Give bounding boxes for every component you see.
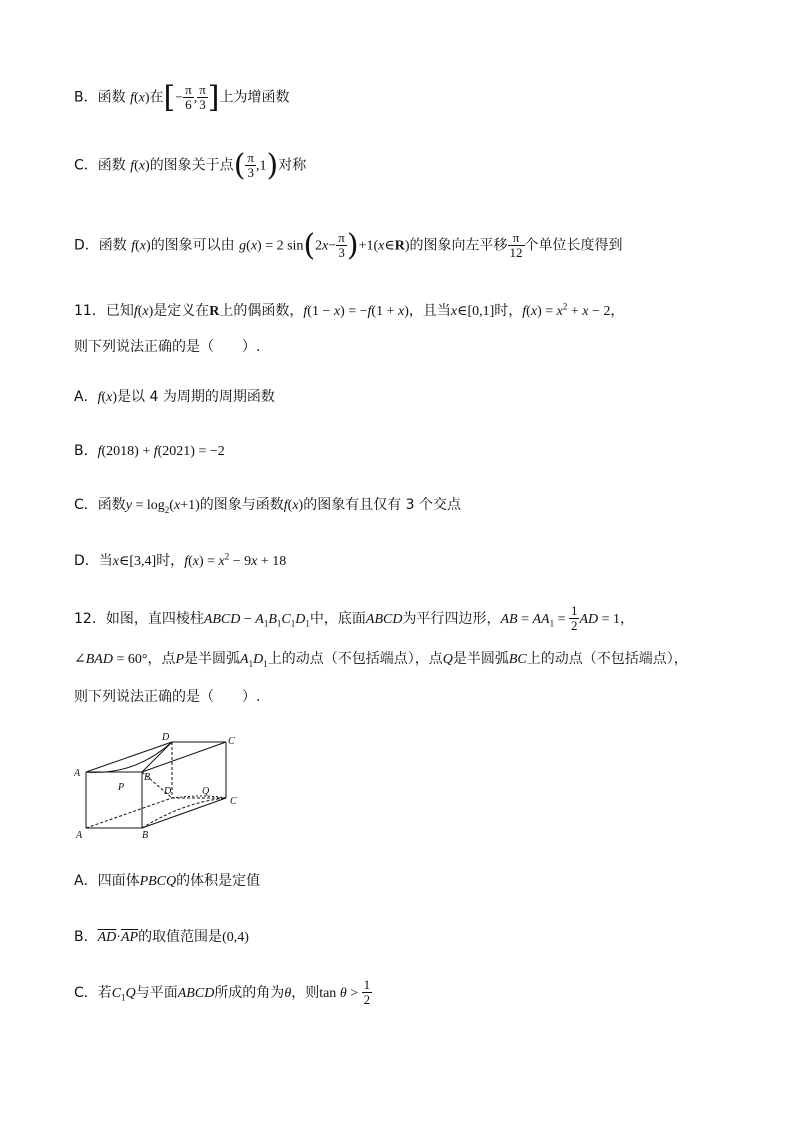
q12-option-a: A．四面体PBCQ的体积是定值: [74, 873, 261, 889]
q12-line-3: 则下列说法正确的是（ ）.: [74, 689, 261, 705]
fraction-pi-6: $\frac{\pi}{6}$: [185, 81, 192, 112]
label-p: P: [118, 782, 125, 793]
label-b1: B: [144, 772, 151, 783]
label-b: B: [142, 830, 149, 841]
q11-line-2: 则下列说法正确的是（ ）.: [74, 339, 261, 355]
fraction-pi-3: $\frac{\pi}{3}$: [199, 81, 206, 112]
q11-option-a: A．f(x)是以 4 为周期的周期函数: [74, 389, 275, 405]
prism-diagram: [74, 732, 254, 842]
q12-option-b: B．$\overline{AD}\cdot\overline{AP}$的取值范围是(0,4): [74, 929, 249, 945]
prism-figure: [74, 732, 254, 846]
q12-option-c: C．若$C_1Q$与平面ABCD所成的角为θ，则tan θ > $\frac{1}{2}$: [74, 977, 371, 1008]
option-c-line: C．函数 f(x)的图象关于点( $\frac{\pi}{3}$ ,1)对称: [74, 148, 307, 183]
q11-option-b: B．f(2018) + f(2021) = −2: [74, 443, 225, 459]
q11-option-d: D．当x∈[3,4]时，$f(x) = x^2 - 9x + 18$: [74, 551, 287, 569]
option-d-line: D．函数 f(x)的图象可以由 g(x) = 2 sin(2x− $\frac{\pi}{3}$ )+1(x∈R)的图象向左平移 $\frac{\pi}{12}$ 个单位长度得到: [74, 228, 623, 263]
label-d: D: [164, 786, 172, 797]
q11-line-1: 11．已知f(x)是定义在R上的偶函数，f(1 − x) = −f(1 + x)，且当x∈[0,1]时，$f(x) = x^2 + x - 2$，: [74, 301, 625, 319]
label-d1: D: [162, 732, 170, 743]
math-fx: f: [130, 90, 134, 106]
label-a1: A: [74, 768, 81, 779]
q12-line-1: 12．如图，直四棱柱ABCD − $A_1B_1C_1D_1$中，底面ABCD为平行四边形，AB = $AA_1$ = $\frac{1}{2}$ AD = 1，: [74, 603, 635, 634]
q12-line-2: ∠BAD = 60°，点P是半圆弧$A_1D_1$上的动点（不包括端点），点Q是半圆弧BC上的动点（不包括端点），: [74, 651, 688, 669]
label-c: C: [230, 796, 237, 807]
label-c1: C: [228, 736, 235, 747]
fraction-pi-3: $\frac{\pi}{3}$: [247, 149, 254, 180]
option-label: B．函数: [74, 89, 126, 106]
label-a: A: [76, 830, 83, 841]
option-b-line: B．函数 f(x)在[− $\frac{\pi}{6}$ , $\frac{\pi}{3}$ ]上为增函数: [74, 80, 290, 115]
q11-option-c: C．函数$y = \log_2(x+1)$的图象与函数f(x)的图象有且仅有 3 个交点: [74, 497, 462, 515]
label-q: Q: [202, 786, 210, 797]
